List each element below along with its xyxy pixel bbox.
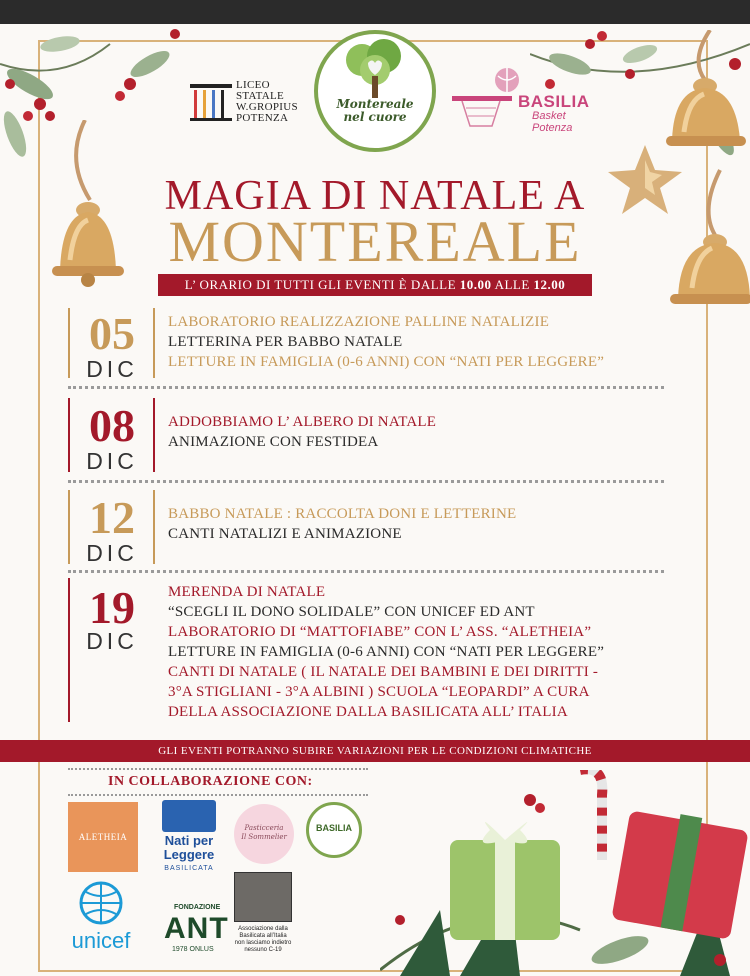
- montereale-logo: [314, 30, 436, 152]
- dotted-separator: [68, 386, 664, 389]
- schedule-start: 10.00: [459, 277, 492, 292]
- event-line: BABBO NATALE : RACCOLTA DONI E LETTERINE: [168, 506, 517, 522]
- event-block: [68, 490, 668, 566]
- aletheia-label: ALETHEIA: [78, 832, 128, 842]
- ant-foundation: FONDAZIONE: [174, 904, 221, 911]
- schedule-bar: [158, 274, 592, 296]
- unicef-globe-icon: [78, 880, 124, 926]
- montereale-logo-line: nel cuore: [343, 110, 407, 124]
- weather-notice-bar: GLI EVENTI POTRANNO SUBIRE VARIAZIONI PER LE CONDIZIONI CLIMATICHE: [0, 740, 750, 762]
- dotted-separator: [68, 768, 368, 770]
- aletheia-logo: [68, 802, 138, 872]
- basilia-sub-line: Potenza: [532, 122, 573, 134]
- event-line: 3°A STIGLIANI - 3°A ALBINI ) SCUOLA “LEOPARDI” A CURA: [168, 684, 590, 700]
- dotted-separator: [68, 794, 368, 796]
- title-line-1: MAGIA DI NATALE A: [164, 173, 586, 219]
- association-line: Associazione dalla: [238, 926, 288, 932]
- event-month: DIC: [86, 628, 138, 654]
- unicef-label: unicef: [71, 928, 131, 953]
- pasticceria-logo: [234, 804, 294, 864]
- top-status-bar: [0, 0, 750, 24]
- liceo-line: STATALE: [236, 90, 285, 102]
- basilicata-italia-logo: [232, 872, 294, 972]
- association-line: Basilicata all’Italia: [239, 933, 287, 939]
- pasticceria-line: Il Sommelier: [241, 833, 287, 841]
- event-line: DELLA ASSOCIAZIONE DALLA BASILICATA ALL’ ITALIA: [168, 704, 568, 720]
- nati-region: BASILICATA: [164, 865, 214, 872]
- nati-line: Leggere: [163, 847, 215, 862]
- nati-line: Nati per: [164, 833, 214, 848]
- schedule-prefix: L’ ORARIO DI TUTTI GLI EVENTI È DALLE: [184, 277, 460, 292]
- columns-icon: [190, 84, 232, 122]
- event-day: 08: [89, 400, 135, 451]
- event-line: “SCEGLI IL DONO SOLIDALE” CON UNICEF ED ANT: [168, 604, 535, 620]
- basilia-sub-line: Basket: [532, 110, 566, 122]
- ant-name: ANT: [164, 912, 229, 945]
- title-line-2: MONTEREALE: [168, 209, 582, 274]
- collaboration-heading: IN COLLABORAZIONE CON:: [108, 774, 313, 789]
- association-line: non lasciamo indietro: [234, 940, 292, 946]
- montereale-logo-line: Montereale: [336, 97, 414, 111]
- event-line: LETTURE IN FAMIGLIA (0-6 ANNI) CON “NATI PER LEGGERE”: [168, 644, 605, 660]
- nati-per-leggere-logo: [158, 800, 220, 880]
- liceo-line: W.GROPIUS: [236, 101, 298, 113]
- event-line: CANTI DI NATALE ( IL NATALE DEI BAMBINI E DEI DIRITTI -: [168, 664, 599, 680]
- event-day: 19: [89, 582, 135, 633]
- book-icon: [162, 800, 216, 832]
- basilia-round-logo: [306, 802, 362, 858]
- ant-year: 1978 ONLUS: [172, 946, 214, 953]
- basilia-round-label: BASILIA: [316, 823, 352, 833]
- event-line: LABORATORIO REALIZZAZIONE PALLINE NATALIZIE: [168, 314, 550, 330]
- event-month: DIC: [86, 356, 138, 382]
- pasticceria-line: Pasticceria: [244, 824, 284, 832]
- unicef-logo: [64, 880, 138, 956]
- association-line: nessuno C-19: [244, 947, 282, 953]
- event-line: ADDOBBIAMO L’ ALBERO DI NATALE: [168, 414, 437, 430]
- tree-icon: [332, 38, 418, 100]
- gift-and-branches-bottom-right-icon: [380, 770, 750, 976]
- event-line: LETTERINA PER BABBO NATALE: [168, 334, 403, 350]
- basketball-hoop-icon: [452, 66, 522, 136]
- event-line: MERENDA DI NATALE: [168, 584, 326, 600]
- event-month: DIC: [86, 540, 138, 566]
- liceo-logo: [190, 78, 310, 128]
- liceo-line: LICEO: [236, 79, 270, 91]
- liceo-line: POTENZA: [236, 112, 289, 124]
- event-line: ANIMAZIONE CON FESTIDEA: [168, 434, 379, 450]
- basilia-name: BASILIA: [518, 92, 590, 111]
- ant-logo: [150, 904, 229, 956]
- schedule-end: 12.00: [533, 277, 566, 292]
- event-block: [68, 308, 668, 382]
- event-block: [68, 398, 668, 474]
- dotted-separator: [68, 570, 664, 573]
- schedule-mid: ALLE: [491, 277, 534, 292]
- association-photo: [234, 872, 292, 922]
- header-logos: [190, 28, 610, 158]
- event-line: CANTI NATALIZI E ANIMAZIONE: [168, 526, 402, 542]
- dotted-separator: [68, 480, 664, 483]
- event-line: LABORATORIO DI “MATTOFIABE” CON L’ ASS. “ALETHEIA”: [168, 624, 592, 640]
- event-block: [68, 578, 668, 728]
- event-line: LETTURE IN FAMIGLIA (0-6 ANNI) CON “NATI PER LEGGERE”: [168, 354, 605, 370]
- basilia-logo: [452, 66, 602, 136]
- event-month: DIC: [86, 448, 138, 474]
- event-day: 05: [89, 308, 135, 359]
- event-day: 12: [89, 492, 135, 543]
